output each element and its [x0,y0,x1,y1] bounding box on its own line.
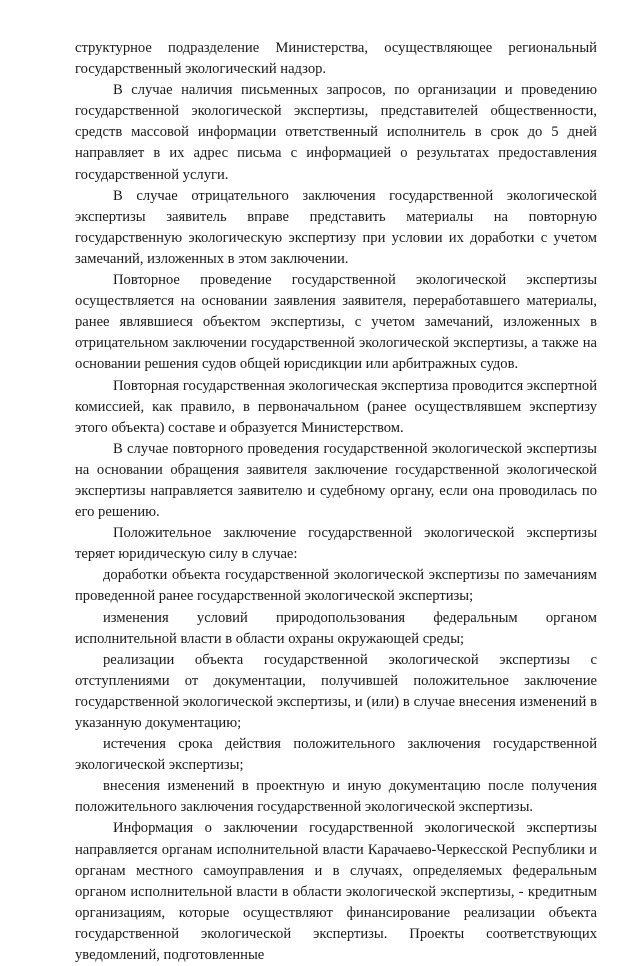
list-item-documentation-changes: внесения изменений в проектную и иную документацию после получения положительного заключения государственной экологической экспертизы. [75,778,597,816]
list-item-deviation: реализации объекта государственной экологической экспертизы с отступлениями от документации, получившей положительное заключение государственной экологической экспертизы, и (или) в случае внесения изменений в указанную документацию; [75,651,597,731]
paragraph-repeat-expertise-commission: Повторная государственная экологическая экспертиза проводится экспертной комиссией, как правило, в первоначальном (ранее осуществлявшем экспертизу этого объекта) составе и образуется Министерством. [75,377,597,436]
paragraph-repeat-expertise-court: В случае повторного проведения государственной экологической экспертизы на основании обращения заявителя заключение государственной экологической экспертизы направляется заявителю и судебному органу, если она проводилась по его решению. [75,440,597,521]
paragraph-positive-conclusion-invalid: Положительное заключение государственной экологической экспертизы теряет юридическую силу в случае: [75,525,597,563]
paragraph-information-notice: Информация о заключении государственной экологической экспертизы направляется органам исполнительной власти Карачаево-Черкесской Республики и органам местного самоуправления и в случаях, определяемых федеральным органом исполнительной власти в области экологической экспертизы, - кредитным организациям, которые осуществляют финансирование реализации объекта государственной экологической экспертизы. Проекты соответствующих уведомлений, подготовленные [75,820,597,964]
list-item-expiry: истечения срока действия положительного заключения государственной экологической экспертизы; [75,736,597,774]
paragraph-negative-conclusion: В случае отрицательного заключения государственной экологической экспертизы заявитель вправе представить материалы на повторную государственную экологическую экспертизу при условии их доработки с учетом замечаний, изложенных в этом заключении. [75,187,597,267]
paragraph-regional-supervision: структурное подразделение Министерства, осуществляющее региональный государственный экологический надзор. [75,40,597,78]
document-page [75,38,597,966]
list-item-conditions-change: изменения условий природопользования федеральным органом исполнительной власти в области охраны окружающей среды; [75,609,597,647]
paragraph-repeat-expertise-basis: Повторное проведение государственной экологической экспертизы осуществляется на основании заявления заявителя, переработавшего материалы, ранее являвшиеся объектом экспертизы, с учетом замечаний, изложенных в отрицательном заключении государственной экологической экспертизы, а также на основании решения судов общей юрисдикции или арбитражных судов. [75,272,597,373]
paragraph-written-requests: В случае наличия письменных запросов, по организации и проведению государственной экологической экспертизы, представителей общественности, средств массовой информации ответственный исполнитель в срок до 5 дней направляет в их адрес письма с информацией о результатах предоставления государственной услуги. [75,82,597,183]
list-item-revision: доработки объекта государственной экологической экспертизы по замечаниям проведенной ранее государственной экологической экспертизы; [75,567,597,605]
